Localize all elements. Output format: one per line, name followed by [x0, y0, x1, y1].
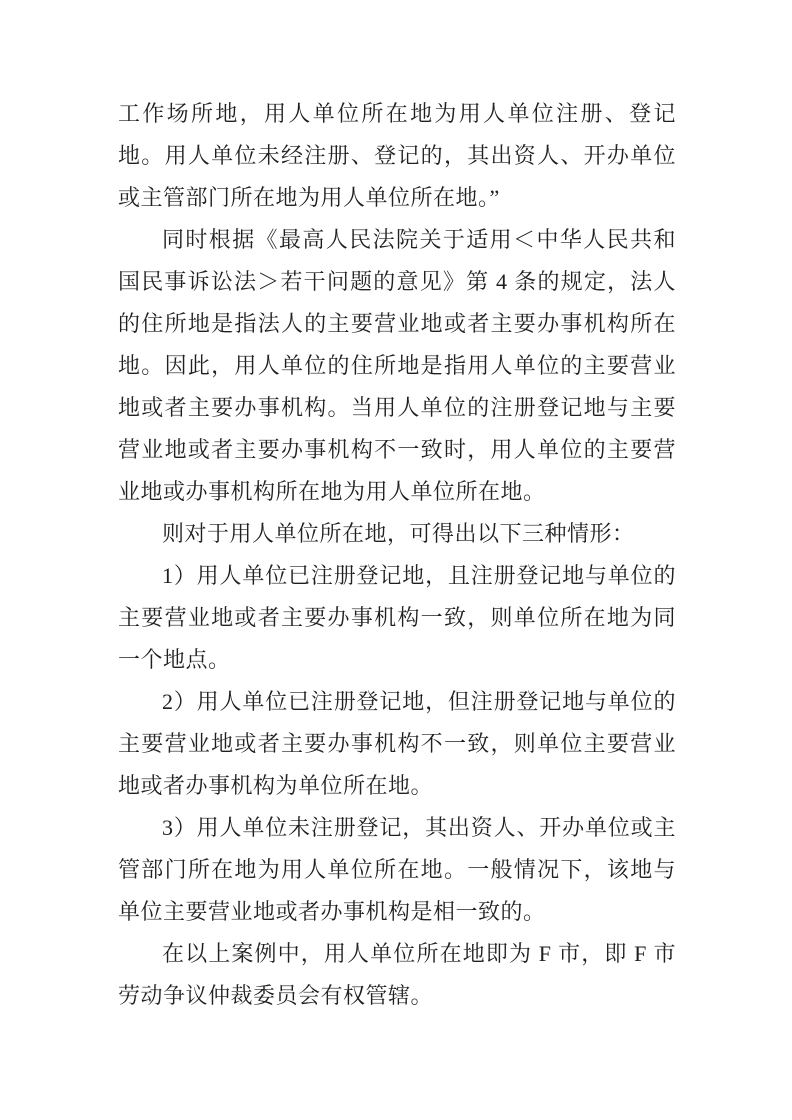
- paragraph: 在以上案例中，用人单位所在地即为 F 市，即 F 市劳动争议仲裁委员会有权管辖。: [118, 941, 676, 1008]
- paragraph: 同时根据《最高人民法院关于适用＜中华人民共和国民事诉讼法＞若干问题的意见》第 4 条的规定，法人的住所地是指法人的主要营业地或者主要办事机构所在地。因此，用人单位的住所地是指用人单位的主要营业地或者主要办事机构。当用人单位的注册登记地与主要营业地或者主要办事机构不一致时，用人单位的主要营业地或办事机构所在地为用人单位所在地。: [118, 227, 676, 504]
- paragraph: 则对于用人单位所在地，可得出以下三种情形：: [162, 521, 635, 546]
- body-text: [118, 93, 676, 1017]
- paragraph: 3）用人单位未注册登记，其出资人、开办单位或主管部门所在地为用人单位所在地。一般情况下，该地与单位主要营业地或者办事机构是相一致的。: [118, 815, 676, 924]
- paragraph: 工作场所地，用人单位所在地为用人单位注册、登记地。用人单位未经注册、登记的，其出资人、开办单位或主管部门所在地为用人单位所在地。”: [118, 101, 676, 210]
- paragraph: 2）用人单位已注册登记地，但注册登记地与单位的主要营业地或者主要办事机构不一致，则单位主要营业地或者办事机构为单位所在地。: [118, 689, 676, 798]
- paragraph: 1）用人单位已注册登记地，且注册登记地与单位的主要营业地或者主要办事机构一致，则单位所在地为同一个地点。: [118, 563, 676, 672]
